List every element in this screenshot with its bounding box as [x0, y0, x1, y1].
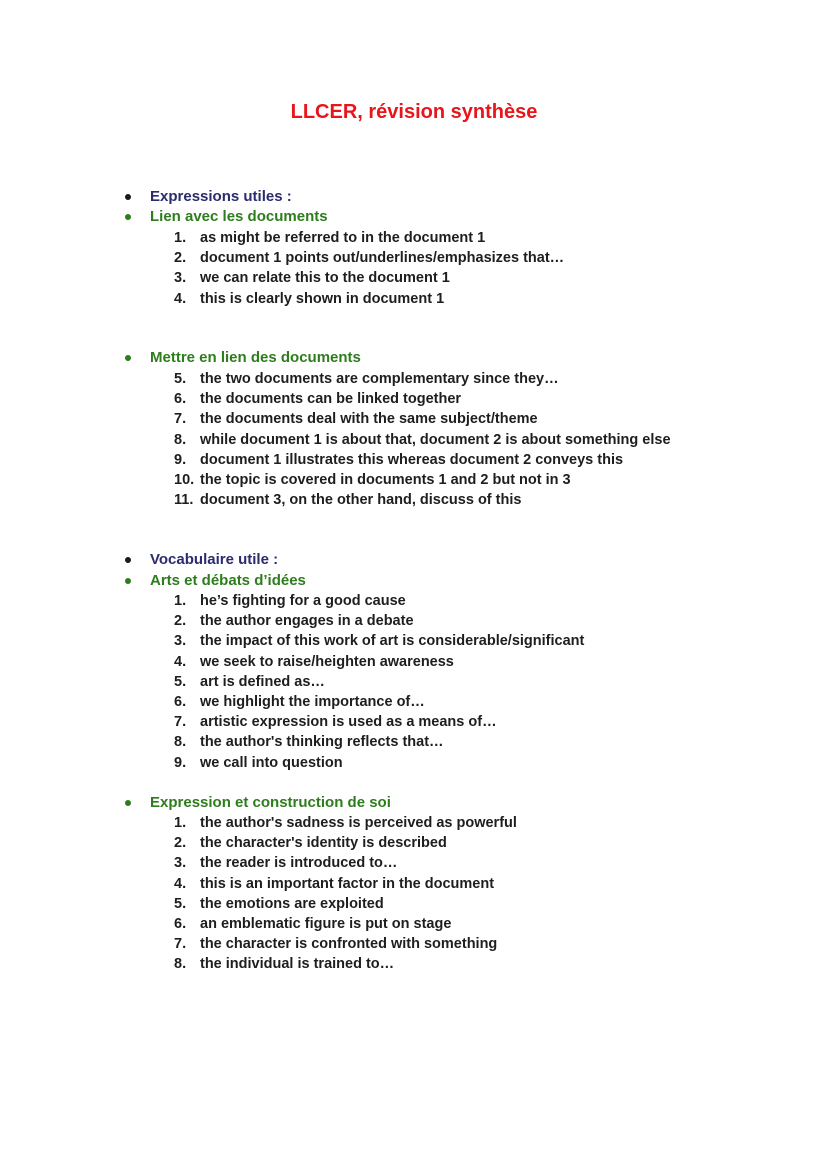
list-item-text: the impact of this work of art is considerable/significant [200, 633, 585, 650]
bullet-icon [125, 214, 131, 220]
list-item [174, 248, 564, 268]
list-item-text: art is defined as… [200, 673, 325, 690]
list-item-number: 2. [174, 250, 187, 267]
list-item [174, 853, 517, 873]
list-item-number: 2. [174, 835, 187, 852]
list-item-number: 7. [174, 714, 187, 731]
list-item-number: 8. [174, 956, 187, 973]
list-item-number: 7. [174, 411, 187, 428]
list-item-number: 4. [174, 875, 187, 892]
list-item-number: 3. [174, 633, 187, 650]
list-item-number: 9. [174, 451, 187, 468]
bullet-icon [125, 800, 131, 806]
list-item-text: this is clearly shown in document 1 [200, 290, 445, 307]
list-item-number: 6. [174, 693, 187, 710]
list-item [174, 631, 584, 651]
list-item-text: the documents deal with the same subject/theme [200, 411, 538, 428]
list-item-number: 6. [174, 391, 187, 408]
list-item [174, 470, 671, 490]
list-item [174, 732, 584, 752]
list-item [174, 833, 517, 853]
list-item [174, 813, 517, 833]
list-item [174, 591, 584, 611]
list-item-number: 5. [174, 371, 187, 387]
list-item-number: 2. [174, 613, 187, 630]
section-subheading: Arts et débats d’idées [150, 572, 306, 589]
list-item-text: while document 1 is about that, document 2 is about something else [200, 431, 671, 448]
list-item [174, 430, 671, 450]
page-title: LLCER, révision synthèse [290, 101, 538, 123]
list-item-text: the author engages in a debate [200, 613, 414, 630]
list-item-number: 5. [174, 895, 187, 912]
list-mettre-en-lien [174, 369, 671, 510]
list-item-number: 5. [174, 673, 187, 690]
list-item [174, 894, 517, 914]
list-item [174, 954, 517, 974]
list-item-number: 8. [174, 431, 187, 448]
list-item-text: document 3, on the other hand, discuss of this [200, 492, 522, 509]
list-item-text: the emotions are exploited [200, 895, 384, 912]
list-item-text: the author's sadness is perceived as powerful [200, 815, 517, 831]
section-heading: Vocabulaire utile : [150, 551, 279, 568]
list-item-text: the character is confronted with something [200, 936, 498, 953]
list-arts-debats [174, 591, 584, 773]
list-item [174, 369, 671, 389]
list-lien-documents [174, 228, 564, 309]
list-item-number: 10. [174, 471, 195, 488]
list-item [174, 389, 671, 409]
list-item [174, 874, 517, 894]
list-item [174, 934, 517, 954]
list-item [174, 712, 584, 732]
list-item [174, 450, 671, 470]
list-item [174, 289, 564, 309]
list-item-number: 3. [174, 855, 187, 872]
bullet-icon [125, 557, 131, 563]
list-item-text: the documents can be linked together [200, 391, 462, 408]
section-subheading: Lien avec les documents [150, 208, 328, 225]
list-item-number: 11. [174, 492, 194, 509]
list-item [174, 753, 584, 773]
list-item [174, 268, 564, 288]
list-item-number: 8. [174, 734, 187, 751]
bullet-icon [125, 194, 131, 200]
list-item-number: 4. [174, 653, 187, 670]
list-item-number: 1. [174, 593, 187, 609]
list-item-text: the two documents are complementary since they… [200, 371, 559, 387]
list-item-text: the topic is covered in documents 1 and 2 but not in 3 [200, 471, 571, 488]
list-item-number: 6. [174, 915, 187, 932]
list-item-text: an emblematic figure is put on stage [200, 915, 452, 932]
list-item-text: the character's identity is described [200, 835, 447, 852]
list-item-text: he’s fighting for a good cause [200, 593, 406, 609]
list-item-text: we seek to raise/heighten awareness [200, 653, 454, 670]
list-expression-soi [174, 813, 517, 975]
list-item-text: the reader is introduced to… [200, 855, 398, 872]
list-item-text: we can relate this to the document 1 [200, 270, 450, 287]
list-item-text: as might be referred to in the document 1 [200, 230, 486, 246]
list-item-text: the author's thinking reflects that… [200, 734, 444, 751]
list-item [174, 611, 584, 631]
list-item [174, 914, 517, 934]
list-item [174, 692, 584, 712]
list-item-number: 7. [174, 936, 187, 953]
list-item-text: document 1 points out/underlines/emphasizes that… [200, 250, 565, 267]
list-item [174, 409, 671, 429]
list-item [174, 652, 584, 672]
list-item-number: 4. [174, 290, 187, 307]
section-subheading: Expression et construction de soi [150, 794, 391, 811]
list-item [174, 490, 671, 510]
bullet-icon [125, 578, 131, 584]
list-item-text: we highlight the importance of… [200, 693, 425, 710]
list-item-text: document 1 illustrates this whereas document 2 conveys this [200, 451, 624, 468]
bullet-icon [125, 355, 131, 361]
section-heading: Expressions utiles : [150, 188, 292, 205]
list-item-number: 1. [174, 230, 187, 246]
list-item-text: the individual is trained to… [200, 956, 395, 973]
list-item-text: we call into question [200, 754, 343, 771]
list-item-number: 3. [174, 270, 187, 287]
list-item [174, 228, 564, 248]
section-subheading: Mettre en lien des documents [150, 349, 361, 366]
list-item-text: artistic expression is used as a means of… [200, 714, 497, 731]
list-item-number: 1. [174, 815, 187, 831]
list-item [174, 672, 584, 692]
list-item-number: 9. [174, 754, 187, 771]
list-item-text: this is an important factor in the document [200, 875, 495, 892]
